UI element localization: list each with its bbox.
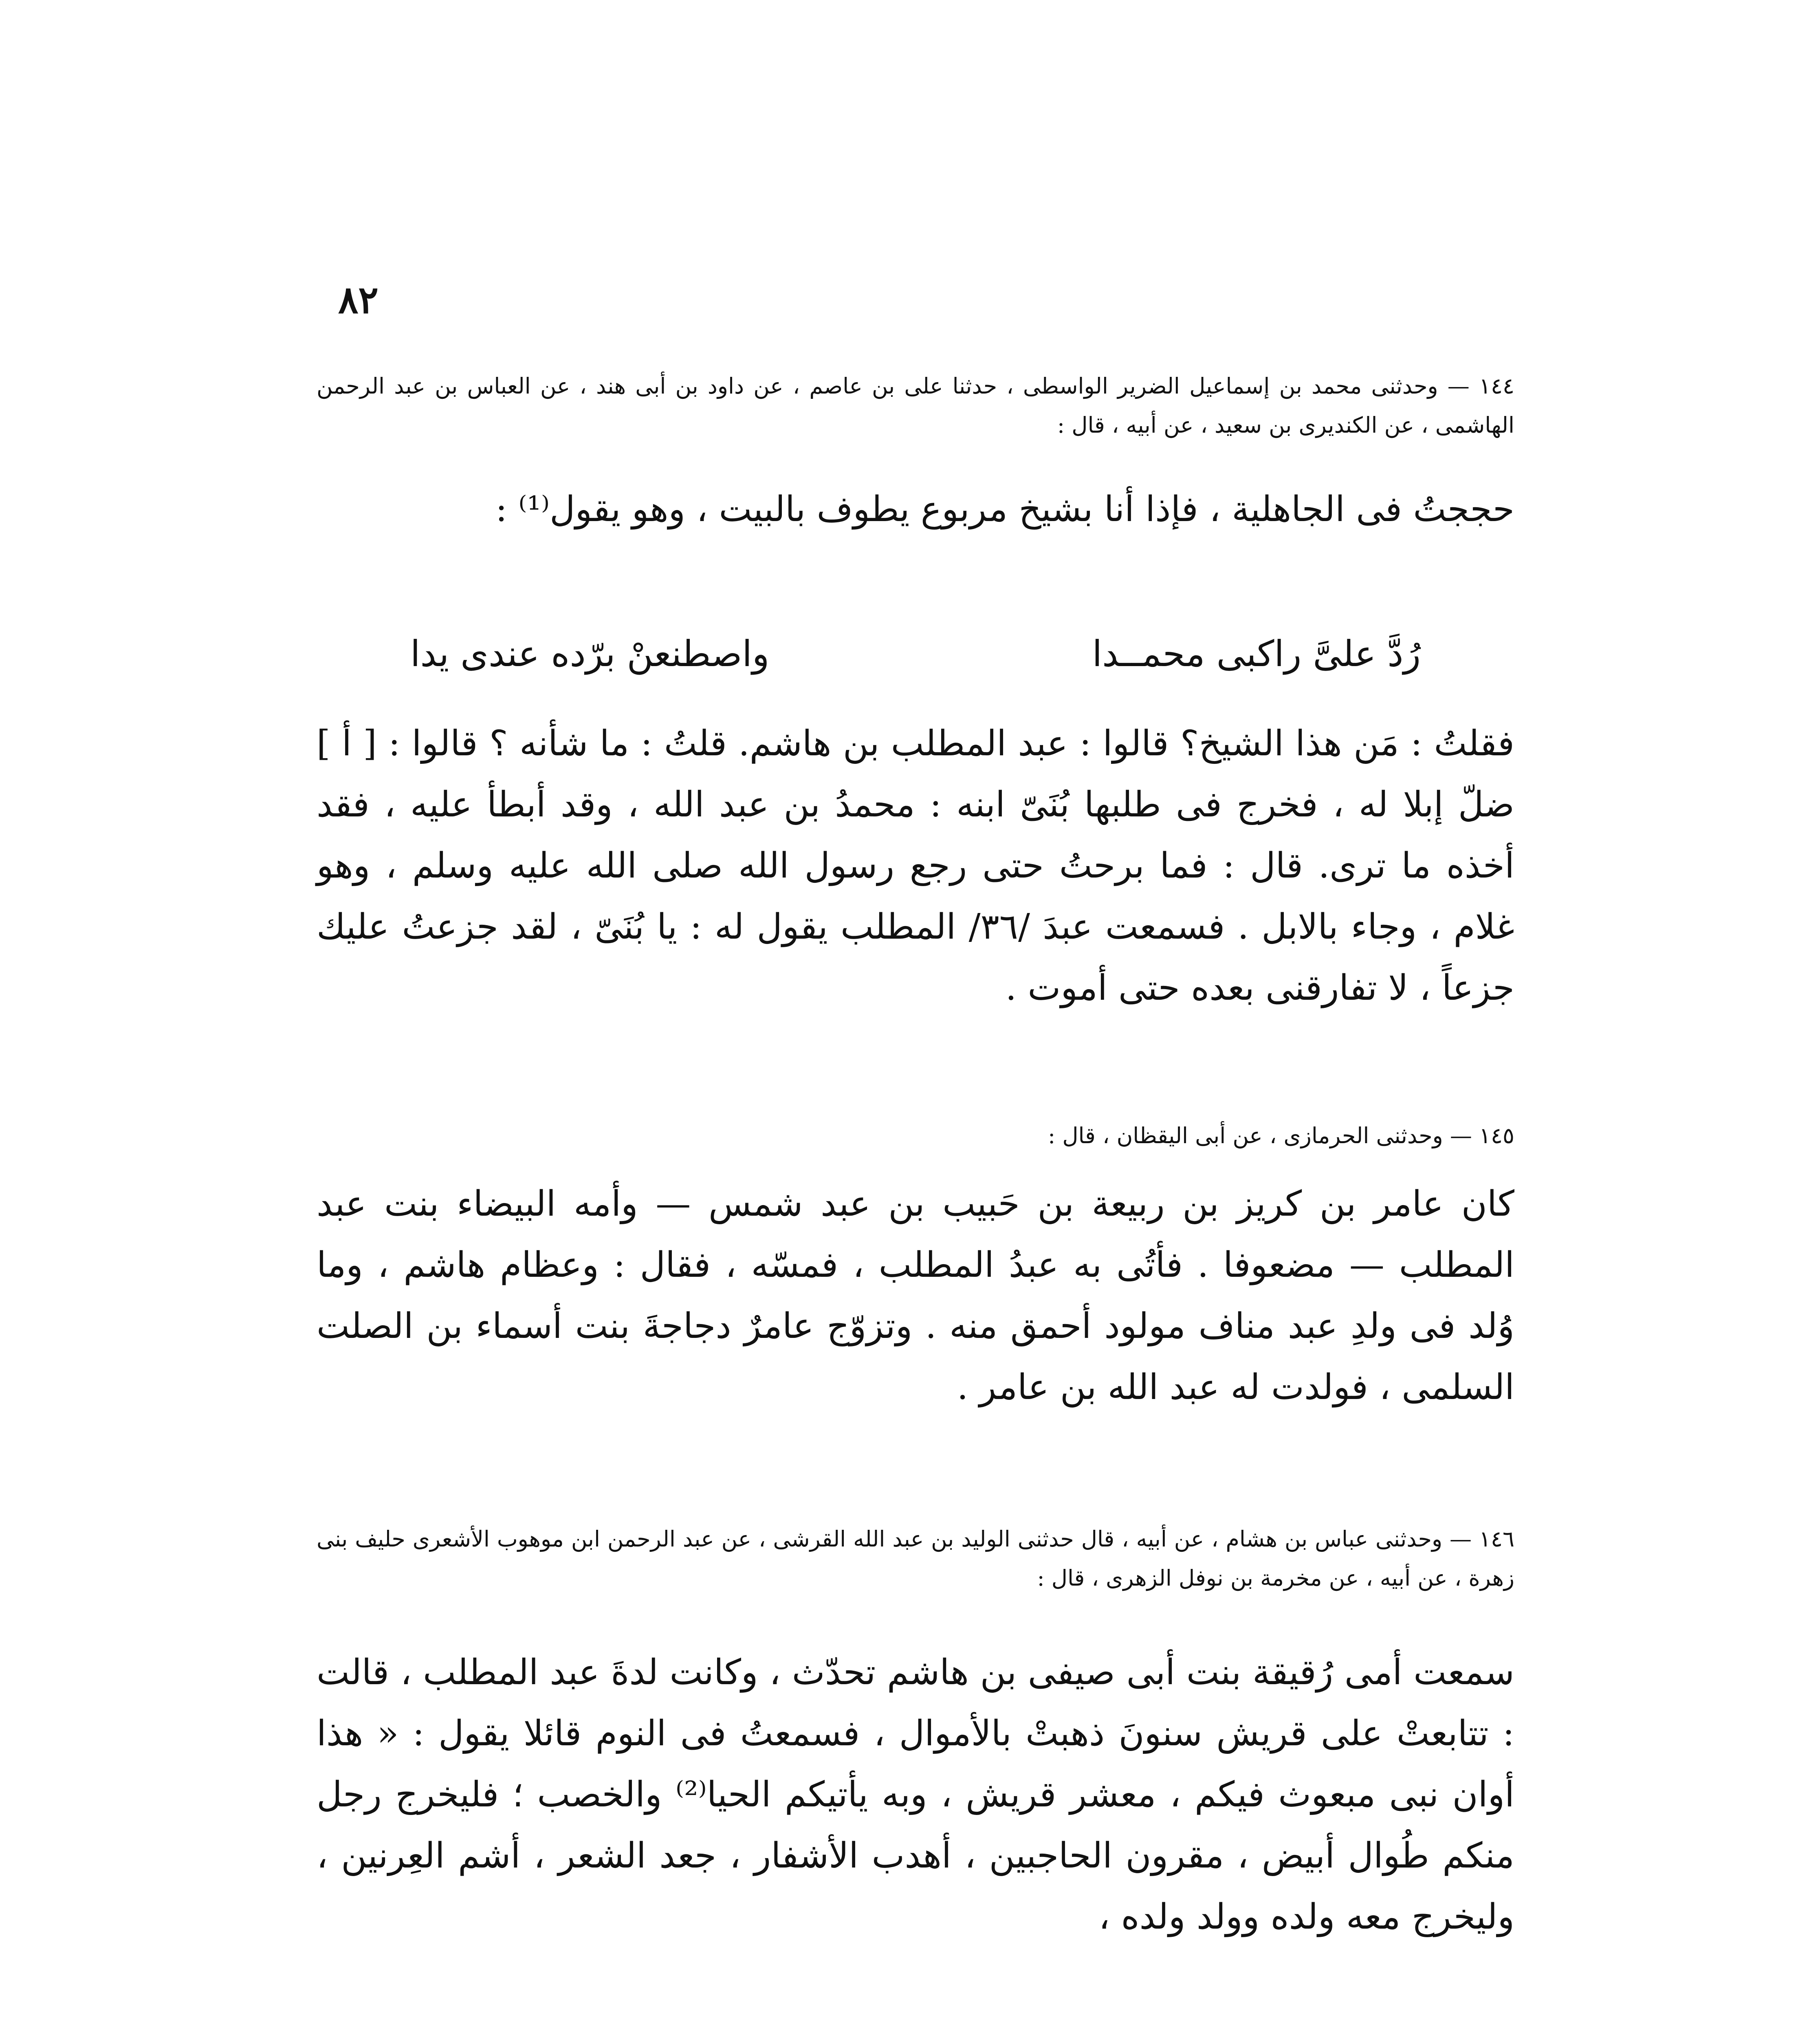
isnad-144: ١٤٤ — وحدثنى محمد بن إسماعيل الضرير الواسطى ، حدثنا على بن عاصم ، عن داود بن أبى هند ، عن العباس بن عبد الرحمن الهاشمى ، عن الكنديرى بن سعيد ، عن أبيه ، قال : [317, 373, 1514, 438]
entry-146-text: سمعت أمى رُقيقة بنت أبى صيفى بن هاشم تحدّث ، وكانت لدةَ عبد المطلب ، قالت : تتابعتْ على قريش سنونَ ذهبتْ بالأموال ، فسمعتُ فى النوم قائلا يقول : « هذا أوان نبى مبعوث فيكم ، معشر قريش ، وبه يأتيكم الحيا⁽²⁾ والخصب ؛ فليخرج رجل منكم طُوال أبيض ، مقرون الحاجبين ، أهدب الأشفار ، جعد الشعر ، أشم العِرنين ، وليخرج معه ولده وولد ولده ، [317, 1652, 1515, 1937]
verse-144 [410, 623, 1421, 684]
isnad-146: ١٤٦ — وحدثنى عباس بن هشام ، عن أبيه ، قال حدثنى الوليد بن عبد الله القرشى ، عن عبد الرحمن ابن موهوب الأشعرى حليف بنى زهرة ، عن أبيه ، عن مخرمة بن نوفل الزهرى ، قال : [317, 1526, 1514, 1591]
entry-145-text: كان عامر بن كريز بن ربيعة بن حَبيب بن عبد شمس — وأمه البيضاء بنت عبد المطلب — مضعوفا . فأتُى به عبدُ المطلب ، فمسّه ، فقال : وعظام هاشم ، وما وُلد فى ولدِ عبد مناف مولود أحمق منه . وتزوّج عامرٌ دجاجةَ بنت أسماء بن الصلت السلمى ، فولدت له عبد الله بن عامر . [317, 1183, 1514, 1408]
verse-hemistich-left: واصطنعنْ برّده عندى يدا [410, 633, 770, 675]
page-number: ٨٢ [338, 278, 379, 322]
isnad-145: ١٤٥ — وحدثنى الحرمازى ، عن أبى اليقظان ، قال : [1048, 1123, 1514, 1148]
verse-hemistich-right: رُدَّ علىَّ راكبى محمــدا [1092, 633, 1421, 675]
entry-144-intro: حججتُ فى الجاهلية ، فإذا أنا بشيخ مربوع يطوف بالبيت ، وهو يقول⁽¹⁾ : [495, 489, 1514, 530]
entry-144-text: فقلتُ : مَن هذا الشيخ؟ قالوا : عبد المطلب بن هاشم. قلتُ : ما شأنه ؟ قالوا : [ أ ] ضلّ إبلا له ، فخرج فى طلبها بُنَىّ ابنه : محمدُ بن عبد الله ، وقد أبطأ عليه ، فقد أخذه ما ترى. قال : فما برحتُ حتى رجع رسول الله صلى الله عليه وسلم ، وهو غلام ، وجاء بالابل . فسمعت عبدَ /٣٦/ المطلب يقول له : يا بُنَىّ ، لقد جزعتُ عليك جزعاً ، لا تفارقنى بعده حتى أموت . [317, 723, 1514, 1008]
